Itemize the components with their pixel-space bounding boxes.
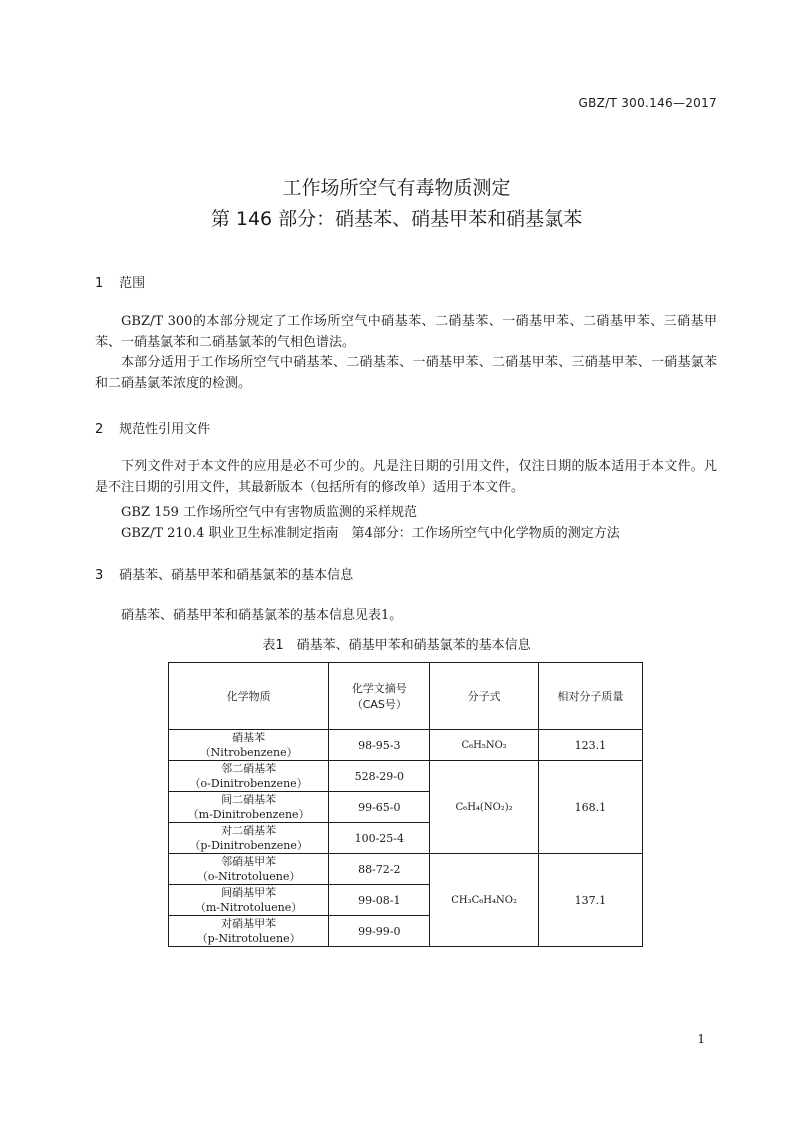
molecular-weight-cell: 168.1 xyxy=(538,761,642,854)
molecular-weight-cell: 137.1 xyxy=(538,854,642,947)
substance-cell: 间硝基甲苯 （m-Nitrotoluene） xyxy=(169,885,329,916)
reference-gbz-159: GBZ 159 工作场所空气中有害物质监测的采样规范 xyxy=(121,505,418,520)
section-3-heading xyxy=(95,564,353,583)
cas-cell: 98-95-3 xyxy=(329,730,430,761)
section-number: 2 xyxy=(95,422,104,437)
page-number: 1 xyxy=(697,1032,705,1046)
molecular-weight-cell: 123.1 xyxy=(538,730,642,761)
header-formula: 分子式 xyxy=(430,663,538,730)
standard-code: GBZ/T 300.146—2017 xyxy=(578,96,717,110)
table-row xyxy=(169,854,643,885)
cas-cell: 528-29-0 xyxy=(329,761,430,792)
header-cas-line2: （CAS号） xyxy=(351,698,407,711)
substance-cell: 邻硝基甲苯 （o-Nitrotoluene） xyxy=(169,854,329,885)
header-substance: 化学物质 xyxy=(169,663,329,730)
reference-gbzt-210-4: GBZ/T 210.4 职业卫生标准制定指南 第4部分：工作场所空气中化学物质的测定方法 xyxy=(121,526,620,541)
cas-cell: 99-08-1 xyxy=(329,885,430,916)
header-cas-line1: 化学文摘号 xyxy=(351,682,407,695)
formula-cell: C₆H₄(NO₂)₂ xyxy=(430,761,538,854)
header-molecular-weight: 相对分子质量 xyxy=(538,663,642,730)
section-1-heading xyxy=(95,272,145,291)
section-2-heading xyxy=(95,418,210,437)
document-title-line2: 第 146 部分：硝基苯、硝基甲苯和硝基氯苯 xyxy=(210,208,583,230)
cas-cell: 99-65-0 xyxy=(329,792,430,823)
section-3-paragraph-1: 硝基苯、硝基甲苯和硝基氯苯的基本信息见表1。 xyxy=(121,608,403,623)
cas-cell: 88-72-2 xyxy=(329,854,430,885)
substance-cell: 邻二硝基苯 （o-Dinitrobenzene） xyxy=(169,761,329,792)
section-2-paragraph-1: 下列文件对于本文件的应用是必不可少的。凡是注日期的引用文件，仅注日期的版本适用于本文件。凡是不注日期的引用文件，其最新版本（包括所有的修改单）适用于本文件。 xyxy=(95,459,717,495)
cas-cell: 100-25-4 xyxy=(329,823,430,854)
section-title: 范围 xyxy=(119,276,146,291)
formula-cell: CH₃C₆H₄NO₂ xyxy=(430,854,538,947)
section-number: 1 xyxy=(95,276,104,291)
section-title: 硝基苯、硝基甲苯和硝基氯苯的基本信息 xyxy=(119,568,354,583)
cas-cell: 99-99-0 xyxy=(329,916,430,947)
section-1-paragraph-1: GBZ/T 300的本部分规定了工作场所空气中硝基苯、二硝基苯、一硝基甲苯、二硝基甲苯、三硝基甲苯、一硝基氯苯和二硝基氯苯的气相色谱法。 xyxy=(95,314,717,350)
substance-cell: 对二硝基苯 （p-Dinitrobenzene） xyxy=(169,823,329,854)
table-caption: 表1 硝基苯、硝基甲苯和硝基氯苯的基本信息 xyxy=(262,638,531,653)
section-1-paragraph-2: 本部分适用于工作场所空气中硝基苯、二硝基苯、一硝基甲苯、二硝基甲苯、三硝基甲苯、一硝基氯苯和二硝基氯苯浓度的检测。 xyxy=(95,355,717,391)
table-row xyxy=(169,730,643,761)
table-header-row xyxy=(169,663,643,730)
section-title: 规范性引用文件 xyxy=(119,422,211,437)
document-title-line1: 工作场所空气有毒物质测定 xyxy=(282,177,511,199)
substance-cell: 硝基苯 （Nitrobenzene） xyxy=(169,730,329,761)
formula-cell: C₆H₅NO₂ xyxy=(430,730,538,761)
header-cas xyxy=(329,663,430,730)
basic-info-table xyxy=(168,662,643,947)
substance-cell: 对硝基甲苯 （p-Nitrotoluene） xyxy=(169,916,329,947)
section-number: 3 xyxy=(95,568,104,583)
table-row xyxy=(169,761,643,792)
substance-cell: 间二硝基苯 （m-Dinitrobenzene） xyxy=(169,792,329,823)
